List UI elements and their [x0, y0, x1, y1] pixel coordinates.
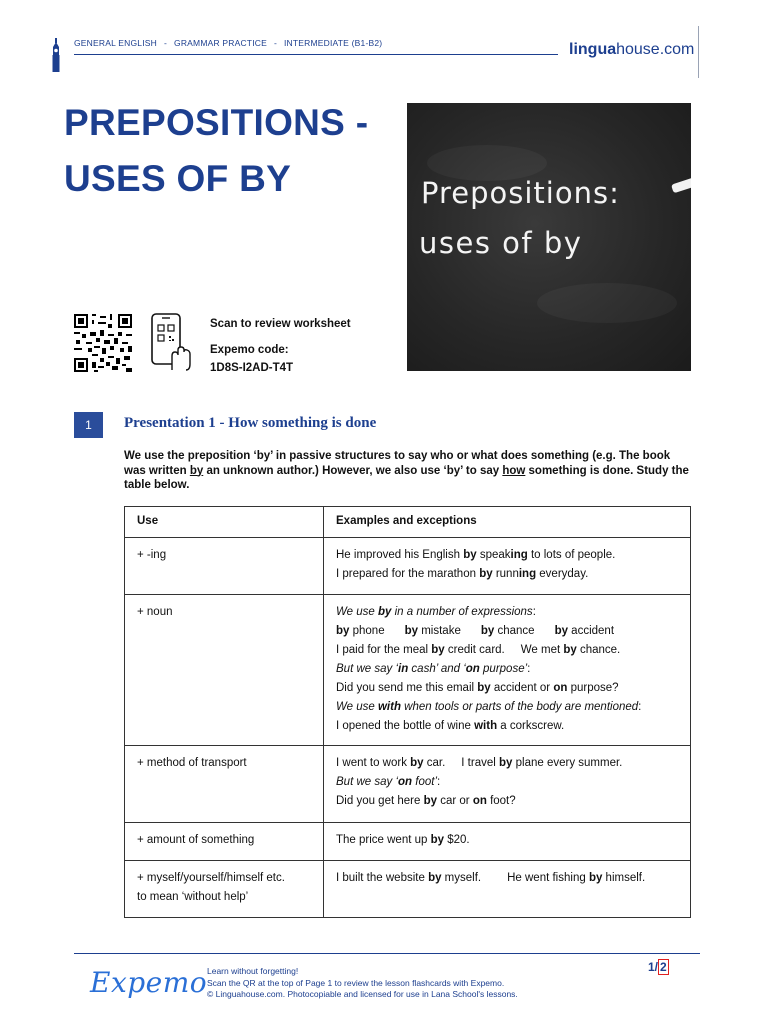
section-number: 1 [74, 412, 103, 438]
table-row [125, 861, 691, 918]
example-text: purpose? [567, 682, 619, 694]
footer-divider [74, 953, 700, 954]
footer-copyright: © Linguahouse.com. Photocopiable and licensed for use in Lana School's lessons. [207, 989, 518, 999]
example-italic: We use [336, 606, 378, 618]
table-header-row [125, 507, 691, 538]
breadcrumb-item-grammar-practice[interactable]: GRAMMAR PRACTICE [174, 38, 267, 48]
example-bold: by [428, 872, 442, 884]
section-title: Presentation 1 - How something is done [124, 415, 377, 431]
table-row [125, 823, 691, 861]
uses-table [124, 506, 691, 918]
example-text: Did you send me this email [336, 682, 478, 694]
example-bold: by [554, 625, 568, 637]
chalk-stick-icon [671, 175, 691, 193]
brand-divider [698, 26, 699, 78]
use-label: + -ing [137, 549, 167, 561]
table-cell-use [125, 861, 324, 918]
table-cell-examples [324, 595, 691, 746]
expemo-code-label: Expemo code: [210, 344, 289, 356]
example-line [336, 773, 680, 792]
example-text: He improved his English [336, 549, 464, 561]
example-text: credit card. [444, 644, 505, 656]
intro-underline-how: how [502, 464, 526, 477]
example-text: I opened the bottle of wine [336, 720, 475, 732]
example-line [336, 698, 680, 717]
example-text: myself. [441, 872, 482, 884]
example-line [336, 565, 680, 584]
example-text: car or [437, 795, 473, 807]
example-bold: by [480, 625, 495, 637]
example-text: car. [423, 757, 446, 769]
expemo-logo[interactable]: Expemo [90, 966, 208, 999]
example-line [336, 603, 680, 622]
table-cell-examples [324, 861, 691, 918]
example-text: The price went up [336, 834, 431, 846]
example-bold: by [563, 644, 577, 656]
table-row [125, 746, 691, 823]
example-bold: by [404, 625, 419, 637]
expemo-code: 1D8S-I2AD-T4T [210, 362, 294, 374]
example-bold: by [499, 757, 513, 769]
example-text: I went to work [336, 757, 411, 769]
example-text: accident or [490, 682, 554, 694]
example-bold: by [431, 644, 445, 656]
breadcrumb [74, 38, 382, 48]
example-text: I built the website [336, 872, 429, 884]
breadcrumb-item-level[interactable]: INTERMEDIATE (B1-B2) [284, 38, 383, 48]
example-bold: by [430, 834, 445, 846]
intro-text: an unknown author.) However, we also use ‘by’ to say [203, 464, 503, 477]
example-text: to lots of people. [527, 549, 616, 561]
example-line [336, 679, 680, 698]
example-bold: by [336, 625, 350, 637]
example-bold: by [377, 606, 392, 618]
example-bold: on [553, 682, 568, 694]
table-row [125, 538, 691, 595]
qr-code-icon[interactable] [74, 314, 132, 372]
example-bold: by [463, 549, 477, 561]
example-text: chance. [576, 644, 621, 656]
example-text: mistake [418, 625, 461, 637]
table-cell-use [125, 595, 324, 746]
example-text: foot? [486, 795, 516, 807]
breadcrumb-separator: - [273, 38, 277, 48]
table-cell-examples [324, 746, 691, 823]
example-bold: by [588, 872, 603, 884]
chalkboard-image [407, 103, 691, 371]
example-line [336, 660, 680, 679]
table-cell-examples [324, 823, 691, 861]
example-text: : [527, 663, 531, 675]
example-text: : [638, 701, 642, 713]
example-text: everyday. [536, 568, 589, 580]
example-bold: by [479, 568, 493, 580]
use-label: to mean ‘without help’ [137, 891, 249, 903]
brand-logo-rest: house.com [616, 41, 695, 58]
example-text: I paid for the meal [336, 644, 432, 656]
page-title [64, 95, 394, 207]
use-label: + noun [137, 606, 173, 618]
example-bold: by [410, 757, 424, 769]
page-title-line-2: USES OF BY [64, 158, 292, 199]
example-text: phone [349, 625, 385, 637]
example-line [336, 869, 680, 888]
chalkboard-drawing [407, 103, 691, 371]
intro-underline-by: by [189, 464, 204, 477]
example-italic: when tools or parts of the body are mentioned [400, 701, 639, 713]
section-intro [124, 449, 694, 493]
example-text: Did you get here [336, 795, 424, 807]
table-cell-use [125, 538, 324, 595]
table-cell-examples [324, 538, 691, 595]
breadcrumb-item-general-english[interactable]: GENERAL ENGLISH [74, 38, 157, 48]
example-bold: with [474, 720, 498, 732]
example-text: speak [476, 549, 511, 561]
example-text: himself. [602, 872, 646, 884]
example-line [336, 546, 680, 565]
example-text: chance [494, 625, 535, 637]
use-label: + amount of something [137, 834, 255, 846]
footer-text [207, 966, 518, 1001]
footer-tagline: Learn without forgetting! [207, 966, 299, 976]
example-text: accident [567, 625, 615, 637]
example-italic: purpose’ [479, 663, 528, 675]
example-italic: But we say ‘ [336, 776, 398, 788]
chalkboard-line-2: uses of by [419, 226, 583, 260]
intro-text: We use the preposition ‘by’ in passive structures to say who or what does something (e.g. The book was written [124, 450, 671, 477]
example-text: I prepared for the marathon [336, 568, 480, 580]
table-cell-use [125, 823, 324, 861]
example-text: We met [520, 644, 564, 656]
scan-label: Scan to review worksheet [210, 318, 351, 330]
table-row [125, 595, 691, 746]
example-text: $20. [444, 834, 470, 846]
brand-logo[interactable] [569, 41, 694, 59]
example-text: a corkscrew. [497, 720, 565, 732]
chalkboard-line-1: Prepositions: [421, 176, 620, 210]
header-divider [74, 54, 558, 55]
example-italic: We use [336, 701, 378, 713]
page-current: 1/ [648, 960, 659, 974]
example-line [336, 641, 680, 660]
example-text: : [532, 606, 536, 618]
big-ben-icon [50, 38, 62, 72]
example-line [336, 792, 680, 811]
example-bold: in [398, 663, 409, 675]
phone-scan-icon [150, 312, 192, 372]
example-italic: in a number of expressions [391, 606, 533, 618]
page-total-link[interactable]: 2 [660, 960, 667, 974]
use-label: + method of transport [137, 757, 247, 769]
example-bold: on [465, 663, 480, 675]
page-number [648, 960, 669, 974]
table-header-use: Use [125, 507, 324, 538]
example-line [336, 831, 680, 850]
example-bold: ing [510, 549, 528, 561]
table-cell-use [125, 746, 324, 823]
scan-info [210, 313, 351, 377]
example-bold: on [472, 795, 487, 807]
example-bold: ing [518, 568, 537, 580]
example-text: I travel [461, 757, 500, 769]
example-italic: cash’ and ‘ [408, 663, 466, 675]
example-text: plane every summer. [512, 757, 623, 769]
example-bold: on [398, 776, 413, 788]
example-line [336, 717, 680, 736]
example-italic: But we say ‘ [336, 663, 398, 675]
footer-instruction: Scan the QR at the top of Page 1 to review the lesson flashcards with Expemo. [207, 977, 505, 988]
example-line [336, 622, 680, 641]
table-header-examples: Examples and exceptions [324, 507, 691, 538]
page-title-line-1: PREPOSITIONS - [64, 102, 369, 143]
example-text: runn [492, 568, 519, 580]
intro-text: something is done. Study the table below. [124, 464, 689, 491]
breadcrumb-separator: - [164, 38, 168, 48]
example-italic: foot’ [412, 776, 437, 788]
example-text: He went fishing [507, 872, 589, 884]
brand-logo-bold: lingua [569, 41, 617, 58]
example-text: : [437, 776, 441, 788]
example-bold: by [477, 682, 491, 694]
page-header [0, 0, 768, 80]
use-label: + myself/yourself/himself etc. [137, 872, 285, 884]
example-bold: with [377, 701, 401, 713]
example-line [336, 754, 680, 773]
example-bold: by [423, 795, 438, 807]
